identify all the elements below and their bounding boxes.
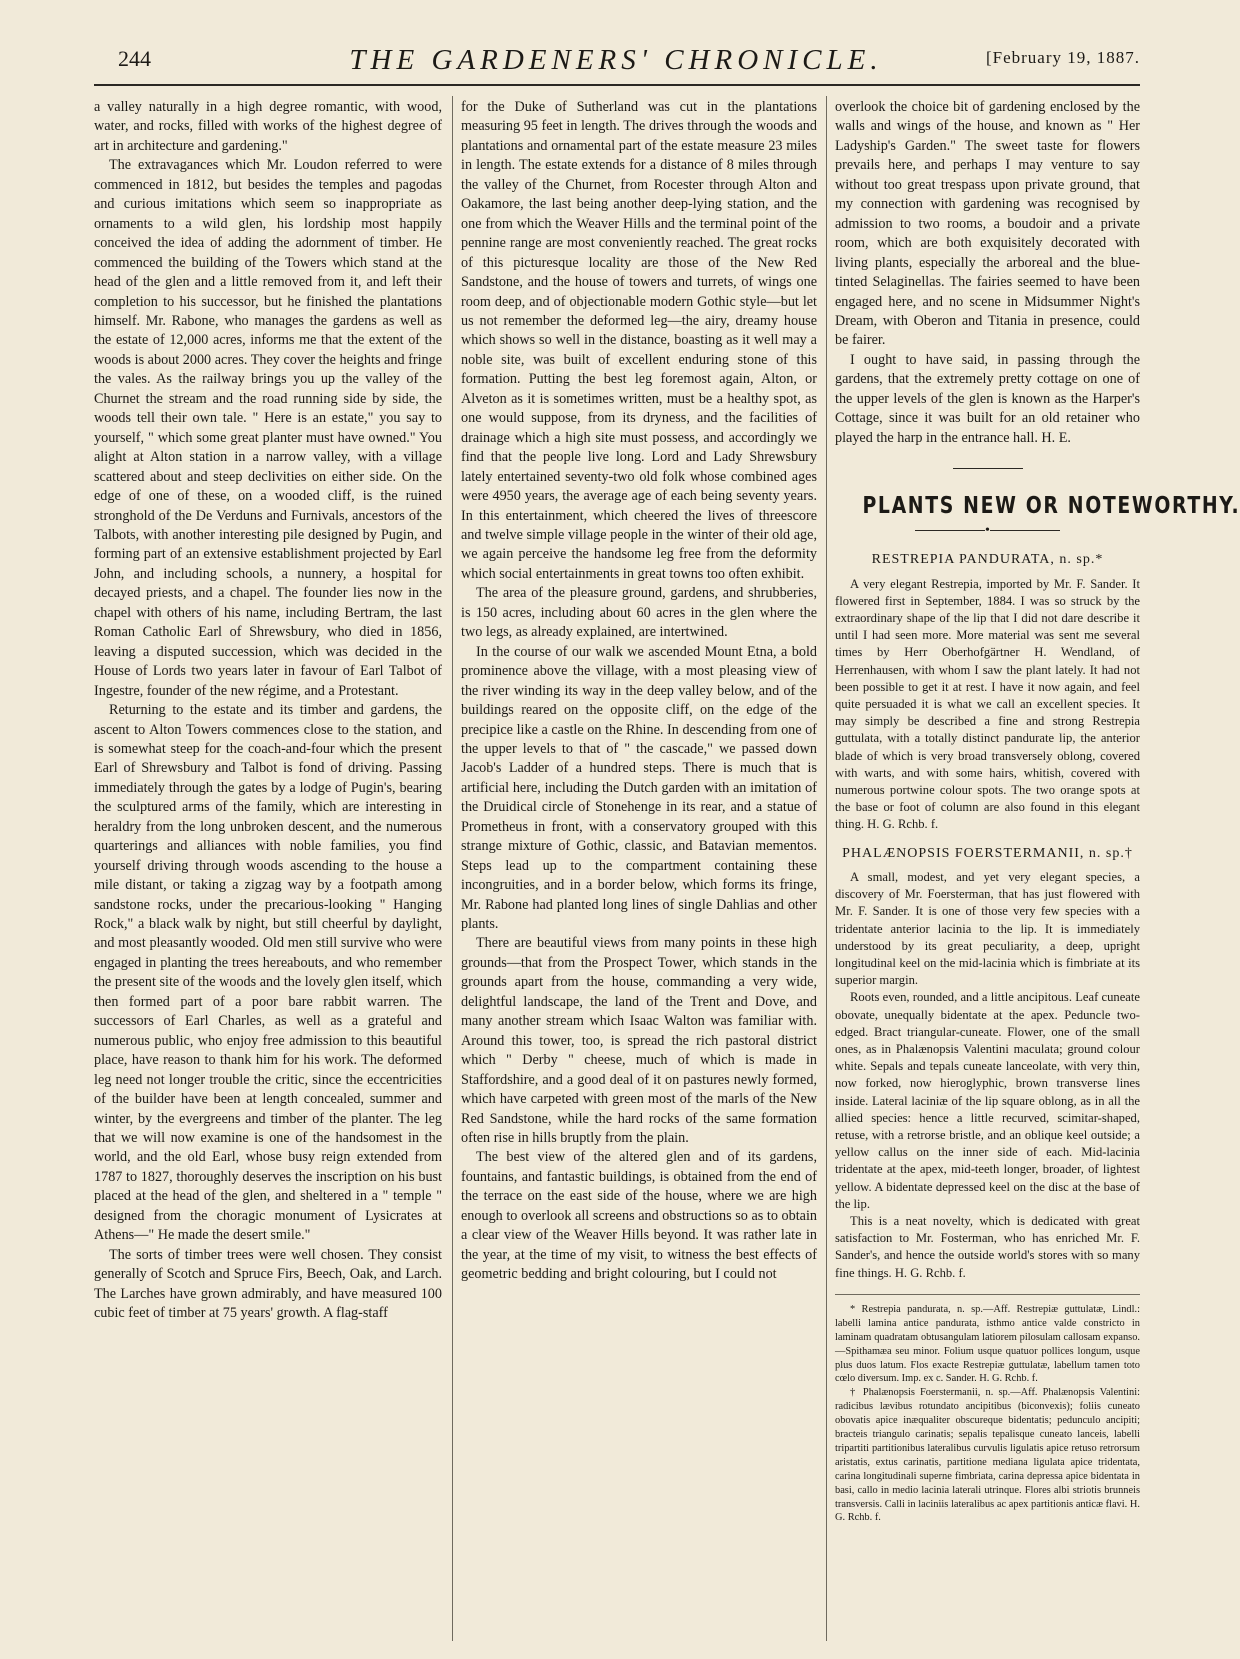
paragraph: The extravagances which Mr. Loudon referred to were commenced in 1812, but besides the temples and pagodas and curious imitations which seem so inappropriate as ornaments to a wild glen, his lordship most happily conceived the idea of adding the adornment of timber. He commenced the building of the Towers which stand at the head of the glen and a little removed from it, and left their completion to his successor, but he finished the plantations himself. Mr. Rabone, who manages the gardens as well as the estate of 12,000 acres, informs me that the extent of the woods is about 2000 acres. They cover the heights and fringe the vales. As the railway brings you up the valley of the Churnet the stream and the road running side by side, the woods tell their own tale. " Here is an estate," you say to yourself, " which some great planter must have owned." You alight at Alton station in a narrow valley, with a village scattered about and steep declivities on either side. On the edge of one of these, on a wooded cliff, is the ruined stronghold of the De Verduns and Furnivals, ancestors of the Talbots, with another interesting pile designed by Pugin, and forming part of an extensive establishment projected by Earl John, and including schools, a nunnery, a hospital for decayed priests, and a chapel. The founder lies now in the chapel with others of his name, including Bertram, the last Roman Catholic Earl of Shrewsbury, who died in 1856, leaving a disputed succession, which was decided in the House of Lords two years later in favour of Earl Talbot of Ingestre, founder of the new régime, and a Protestant. [94, 157, 442, 699]
header-rule [94, 84, 1140, 86]
article-end-rule [953, 468, 1023, 469]
column-1 [94, 98, 442, 1653]
paragraph: The area of the pleasure ground, gardens, and shrubberies, is 150 acres, including about 60 acres in the glen where the two legs, as already explained, are intertwined. [461, 585, 817, 641]
paragraph: The sorts of timber trees were well chosen. They consist generally of Scotch and Spruce Firs, Beech, Oak, and Larch. The Larches have grown admirably, and have measured 100 cubic feet of timber at 75 years' growth. A flag-staff [94, 1246, 442, 1322]
paragraph: Returning to the estate and its timber and gardens, the ascent to Alton Towers commences close to the station, and is somewhat steep for the coach-and-four which the present Earl of Shrewsbury and Talbot is fond of driving. Passing immediately through the gates by a lodge of Pugin's, bearing the sculptured arms of the family, which are interesting in heraldry from the long unbroken descent, and the numerous quarterings and alliances with noble families, you find yourself driving through woods ascending to the house a mile distant, or taking a zigzag way by a footpath among sandstone rocks, under the precarious-looking " Hanging Rock," a black walk by night, but still cheerful by daylight, and most pleasantly wooded. Old men still survive who were engaged in planting the trees hereabouts, and who remember the present site of the woods and the lovely glen itself, which then formed part of a poor bare rabbit warren. The successors of Earl Charles, as well as a grateful and numerous public, who enjoy free admission to this beautiful place, have reason to thank him for his work. The deformed leg need not longer trouble the critic, since the eccentricities of the builder have been at length concealed, summer and winter, by the evergreens and timber of the planter. The leg that we will now examine is one of the handsomest in the world, and the old Earl, whose busy reign extended from 1787 to 1827, thoroughly deserves the inscription on his bust placed at the head of the glen, and sheltered in a " temple " designed from the choragic monument of Lysicrates at Athens—" He made the desert smile." [94, 702, 442, 1244]
ornament-dot: • [985, 522, 990, 538]
paragraph: This is a neat novelty, which is dedicated with great satisfaction to Mr. Fosterman, who has enriched Mr. F. Sander's, and hence the outside world's stores with so many fine things. H. G. Rchb. f. [835, 1214, 1140, 1280]
column-3 [835, 98, 1240, 1653]
paragraph: There are beautiful views from many points in these high grounds—that from the Prospect Tower, which stands in the grounds apart from the house, commanding a very wide, delightful landscape, the land of the Trent and Dove, and many another stream which Isaac Walton was familiar with. Around this tower, too, is spread the rich pastoral district which " Derby " cheese, much of which is made in Staffordshire, and a good deal of it on pastures newly formed, which have carpeted with green most of the marls of the New Red Sandstone, while the hard rocks of the same formation often rise in hills bruptly from the plain. [461, 935, 817, 1147]
footnote: † Phalænopsis Foerstermanii, n. sp.—Aff. Phalænopsis Valentini: radicibus lævibus rotundato ancipitibus (biconvexis); foliis cuneato obovatis apice inæqualiter obscureque bidentatis; pedunculo ancipiti; bracteis triangulo carinatis; sepalis tepalisque cuneato lanceis, labelli tripartiti partitionibus lateralibus curvulis ligulatis apice retuso retrorsum aristatis, extus carinatis, partitione mediana ligulata apice tridentata, carina longitudinali superne fimbriata, carina depressa apice bidentata in basi, callo in medio lacinia laterali utrinque. Flores albi striotis brunneis transversis. Calli in laciniis lateralibus ac apex partitionis anticæ flavi. H. G. Rchb. f. [835, 1387, 1140, 1524]
page-number: 244 [118, 46, 151, 71]
column-divider [826, 96, 827, 1641]
footnote-rule [835, 1294, 1140, 1295]
paragraph: A very elegant Restrepia, imported by Mr. F. Sander. It flowered first in September, 1884. I was so struck by the extraordinary shape of the lip that I did not dare describe it until I had seen more. More material was sent me several times by Herr Oberhofgärtner H. Wendland, of Herrenhausen, with whom I saw the plant lately. It had not been possible to get it at rest. I have it now again, and feel quite persuaded it is what we call an excellent species. It may simply be described a fine and strong Restrepia guttulata, with a totally distinct pandurate lip, the anterior blade of which is very broad transversely oblong, covered with warts, and with some hairs, whitish, covered with numerous portwine colour spots. The two orange spots at the base or foot of column are also found in this elegant thing. H. G. Rchb. f. [835, 576, 1140, 832]
column-divider [452, 96, 453, 1641]
issue-date: [February 19, 1887. [985, 48, 1140, 67]
ornament-separator [835, 521, 1140, 540]
column-2 [461, 98, 817, 1653]
paragraph: for the Duke of Sutherland was cut in the plantations measuring 95 feet in length. The drives through the woods and plantations and ornamental part of the estate measure 23 miles in length. The estate extends for a distance of 8 miles through the valley of the Churnet, from Rocester through Alton and Oakamore, the last being another deep-lying station, and the one from which the Weaver Hills and the terminal point of the pennine range are most conveniently reached. The great rocks of this picturesque locality are those of the New Red Sandstone, and the house of towers and turrets, of wings one room deep, and of objectionable modern Gothic style—but let us not remember the deformed leg—the airy, dreamy house which shows so well in the distance, boasting as it well may a noble site, was built of excellent enduring stone of this formation. Putting the best leg foremost again, Alton, or Alveton as it is sometimes written, must be a healthy spot, as one would suppose, from its dryness, and the facilities of drainage which a high site must possess, and accordingly we find that the people live long. Lord and Lady Shrewsbury lately entertained seventy-two old folk whose combined ages were 4950 years, the average age of each being seventy years. In this entertainment, which cheered the lives of threescore and twelve simple village people in the winter of their old age, we again perceive the handsome leg free from the deformity which social entertainments in great towns too often exhibit. [461, 99, 817, 582]
paragraph: I ought to have said, in passing through the gardens, that the extremely pretty cottage on one of the upper levels of the glen is known as the Harper's Cottage, since it was built for an old retainer who played the harp in the entrance hall. H. E. [835, 351, 1140, 446]
paragraph: In the course of our walk we ascended Mount Etna, a bold prominence above the village, with a most pleasing view of the river winding its way in the deep valley below, and of the buildings reared on the opposite cliff, on the edge of the precipice like a castle on the Rhine. In descending from one of the upper levels to that of " the cascade," we passed down Jacob's Ladder of a hundred steps. There is much that is artificial here, including the Dutch garden with an imitation of the Druidical circle of Stonehenge in its rear, and a statue of Prometheus in front, with a conservatory grouped with this strange mixture of Gothic, classic, and Batavian mementos. Steps lead up to the compartment containing these incongruities, and in a border below, which forms its fringe, Mr. Rabone had planted long lines of single Dahlias and other plants. [461, 643, 817, 933]
paragraph: The best view of the altered glen and of its gardens, fountains, and fantastic buildings, is obtained from the end of the terrace on the east side of the house, where we are high enough to overlook all screens and obstructions so as to obtain a clear view of the Weaver Hills beyond. It was rather late in the year, at the time of my visit, to witness the best effects of geometric bedding and bright colouring, but I could not [461, 1149, 817, 1283]
article-heading: RESTREPIA PANDURATA, n. sp.* [871, 552, 1104, 568]
paragraph: A small, modest, and yet very elegant species, a discovery of Mr. Foersterman, that has just flowered with Mr. F. Sander. It is one of those very few species with a tridentate anterior lacinia to the lip. It is immediately understood by its great peculiarity, a deep, upright longitudinal keel on the mid-lacinia which is fimbriate at its superior margin. [835, 870, 1140, 988]
section-title: PLANTS NEW OR NOTEWORTHY. [862, 493, 1240, 520]
paragraph: Roots even, rounded, and a little ancipitous. Leaf cuneate obovate, unequally bidentate at the apex. Peduncle two-edged. Bract triangular-cuneate. Flower, one of the small ones, as in Phalænopsis Valentini maculata; ground colour white. Sepals and tepals cuneate lanceolate, with very thin, now forked, now hieroglyphic, brown transverse lines inside. Lateral laciniæ of the lip square oblong, as in all the allied species: hence a little recurved, scimitar-shaped, retuse, with a retrorse bristle, and an oblique keel outside; a yellow callus on the inner side of each. Mid-lacinia tridentate at the apex, mid-teeth longer, broader, of lightest yellow. A bidentate depressed keel on the disc at the base of the lip. [835, 990, 1140, 1211]
paragraph: a valley naturally in a high degree romantic, with wood, water, and rocks, filled with works of the highest degree of art in architecture and gardening." [94, 99, 442, 154]
paragraph: overlook the choice bit of gardening enclosed by the walls and wings of the house, and known as " Her Ladyship's Garden." The sweet taste for flowers prevails here, and perhaps I may venture to say without too great trespass upon private ground, that my connection with gardening was recognised by admission to two rooms, a boudoir and a private room, which are both exquisitely decorated with living plants, especially the arboreal and the blue-tinted Selaginellas. The fairies seemed to have been engaged here, and no scene in Midsummer Night's Dream, with Oberon and Titania in presence, could be fairer. [835, 99, 1140, 349]
masthead-title: THE GARDENERS' CHRONICLE. [349, 44, 883, 76]
article-heading: PHALÆNOPSIS FOERSTERMANII, n. sp.† [842, 845, 1133, 861]
footnote: * Restrepia pandurata, n. sp.—Aff. Restrepiæ guttulatæ, Lindl.: labelli lamina antice pandurata, isthmo antice valde constricto in laminam quadratam obtusangulam latiorem pilosulam callosam expanso.—Spithamæa seu minor. Folium usque quatuor pollices longum, usque plus duos latum. Flos exacte Restrepiæ guttulatæ, labellum tamen toto cœlo diversum. Imp. ex c. Sander. H. G. Rchb. f. [835, 1303, 1140, 1385]
page-header [92, 44, 1140, 78]
